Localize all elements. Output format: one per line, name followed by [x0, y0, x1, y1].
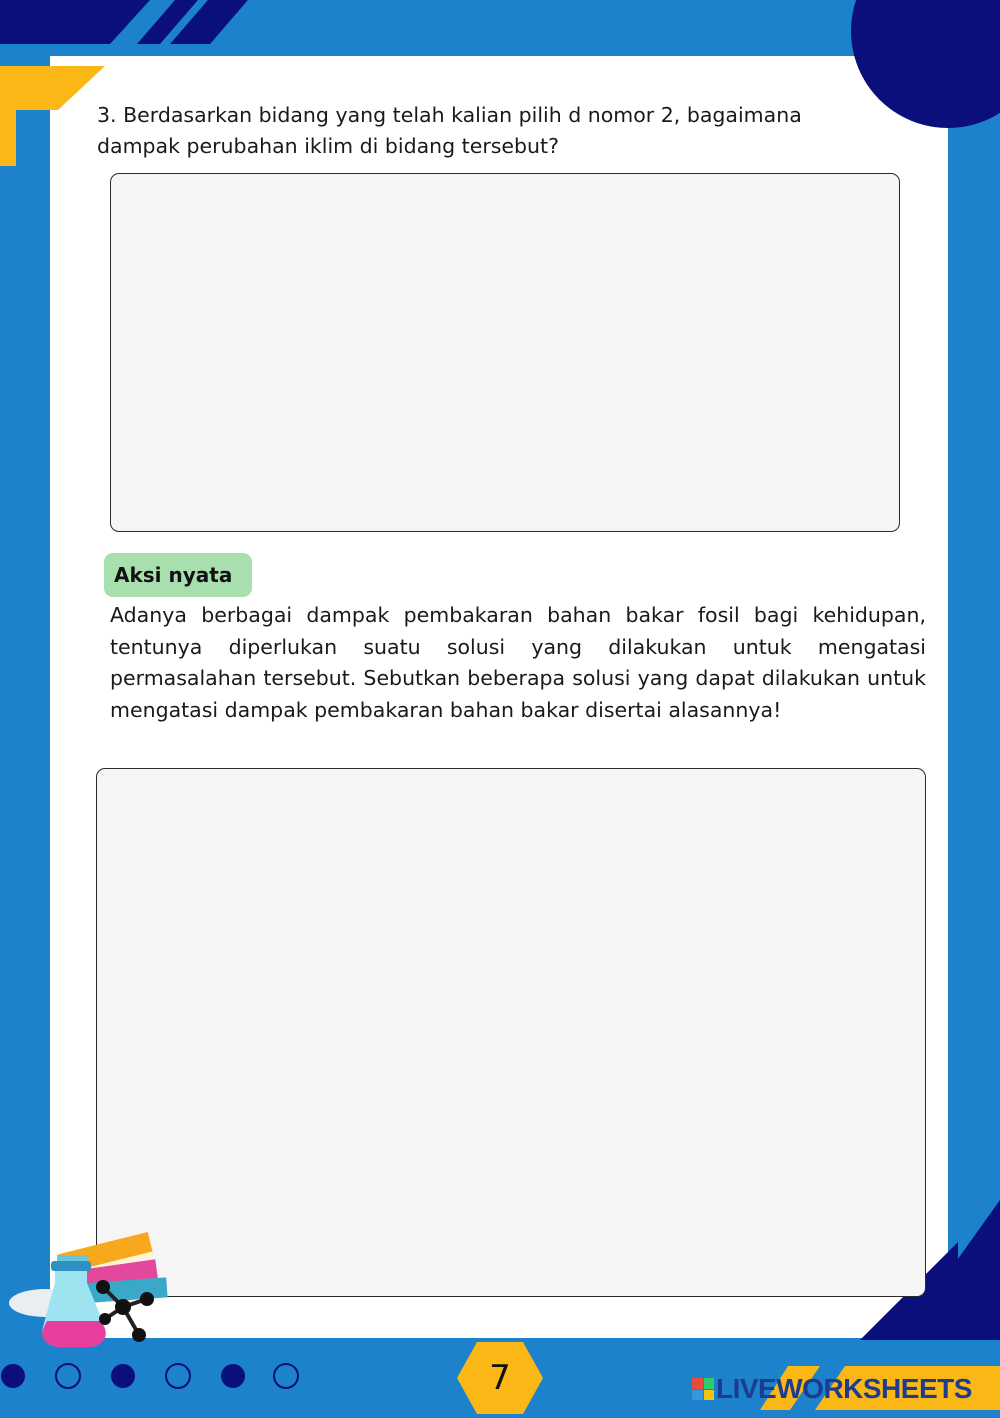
answer-box-aksi-nyata[interactable]	[96, 768, 926, 1297]
page-number: 7	[489, 1358, 511, 1398]
question-3-text: 3. Berdasarkan bidang yang telah kalian pilih d nomor 2, bagaimana dampak perubahan iklim di bidang tersebut?	[97, 103, 802, 158]
answer-box-question-3[interactable]	[110, 173, 900, 532]
page-number-badge	[457, 1342, 543, 1414]
aksi-nyata-badge: Aksi nyata	[104, 553, 252, 597]
brand-name: LIVEWORKSHEETS	[716, 1373, 972, 1404]
pagination-dots-decoration	[0, 1360, 320, 1394]
aksi-nyata-paragraph: Adanya berbagai dampak pembakaran bahan bakar fosil bagi kehidupan, tentunya diperlukan suatu solusi yang dilakukan untuk mengatasi permasalahan tersebut. Sebutkan beberapa solusi yang dapat dilakukan untuk mengatasi dampak pembakaran bahan bakar disertai alasannya!	[110, 603, 926, 722]
liveworksheets-logo-icon	[692, 1378, 714, 1400]
books-flask-molecule-icon	[5, 1215, 175, 1360]
top-stripes-decoration	[0, 0, 300, 56]
yellow-corner-decoration	[0, 66, 110, 241]
liveworksheets-logo[interactable]	[692, 1372, 972, 1406]
